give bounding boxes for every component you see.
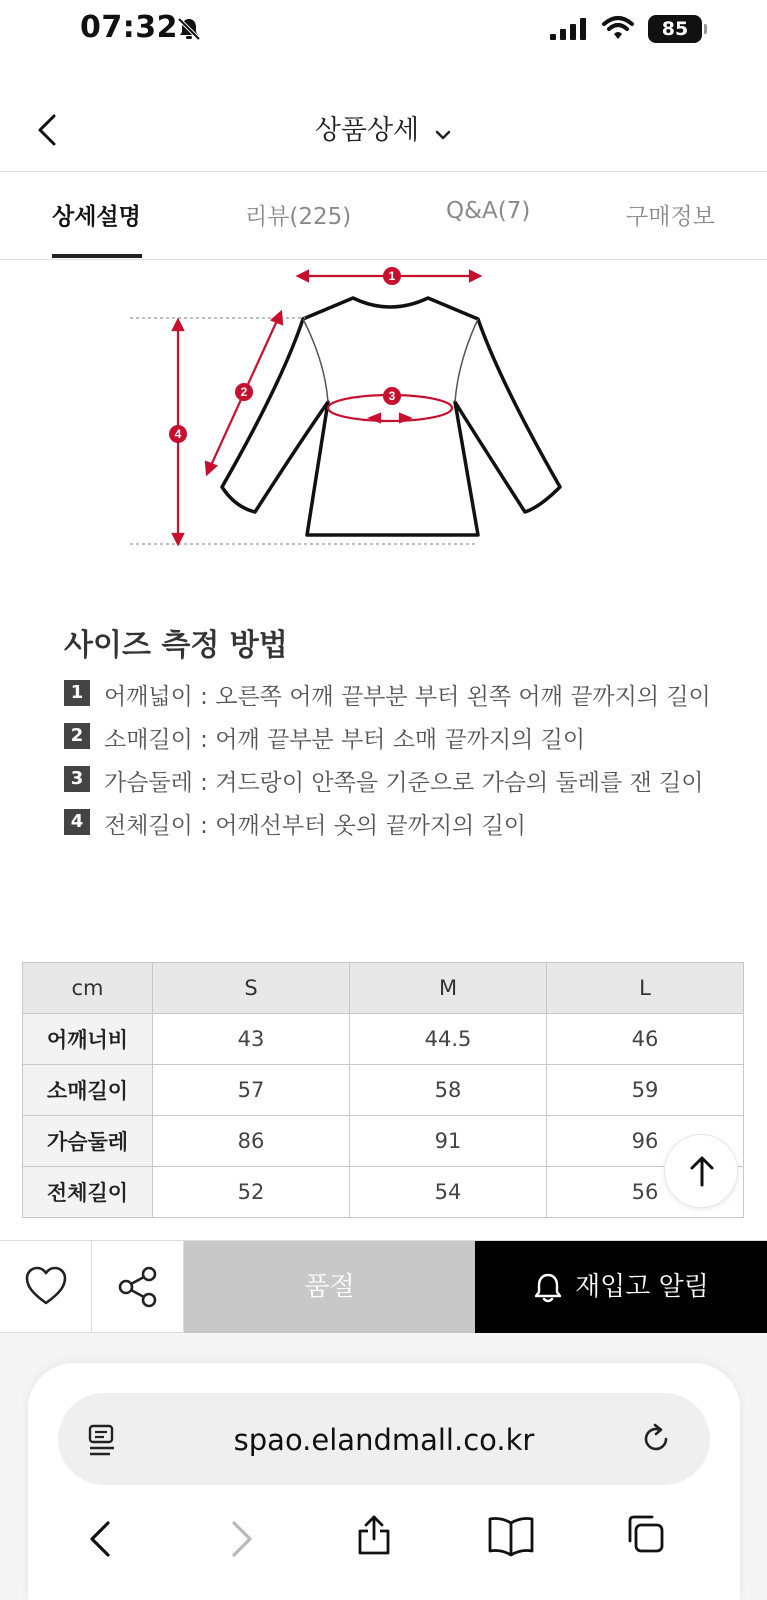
table-cell: 59	[547, 1065, 744, 1116]
browser-toolbar	[0, 1333, 767, 1600]
status-time: 07:32	[80, 10, 178, 45]
table-header-cell: S	[153, 963, 350, 1014]
table-cell: 52	[153, 1167, 350, 1218]
table-cell: 46	[547, 1014, 744, 1065]
table-cell: 96	[547, 1116, 744, 1167]
table-row	[23, 1014, 744, 1065]
table-cell: 58	[350, 1065, 547, 1116]
share-icon	[116, 1265, 160, 1309]
marker-2: 2	[240, 385, 248, 399]
tabs-icon[interactable]	[622, 1511, 668, 1557]
battery-indicator: 85	[648, 15, 702, 43]
table-row	[23, 1116, 744, 1167]
heart-icon	[24, 1265, 68, 1307]
tab-purchase-info[interactable]: 구매정보	[626, 204, 715, 230]
browser-panel	[28, 1363, 740, 1600]
method-number: 1	[64, 680, 90, 706]
address-bar[interactable]	[58, 1393, 710, 1485]
table-cell: 43	[153, 1014, 350, 1065]
tab-detail[interactable]: 상세설명	[52, 204, 141, 230]
share-button[interactable]	[92, 1241, 184, 1333]
browser-forward-icon[interactable]	[224, 1519, 258, 1559]
url-text: spao.elandmall.co.kr	[233, 1423, 535, 1457]
method-number: 3	[64, 766, 90, 792]
table-header-cell: cm	[23, 963, 153, 1014]
wifi-icon	[602, 14, 634, 42]
method-text: 어깨넓이 : 오른쪽 어깨 끝부분 부터 왼쪽 어깨 끝까지의 길이	[104, 684, 711, 710]
marker-4: 4	[174, 427, 182, 441]
method-text: 전체길이 : 어깨선부터 옷의 끝까지의 길이	[104, 813, 527, 839]
restock-alert-button[interactable]	[475, 1241, 767, 1333]
table-header-row	[23, 963, 744, 1014]
size-method-title: 사이즈 측정 방법	[64, 628, 288, 663]
table-cell: 56	[547, 1167, 744, 1218]
table-cell: 44.5	[350, 1014, 547, 1065]
active-tab-underline	[52, 254, 142, 258]
page-title: 상품상세	[314, 115, 420, 146]
tab-review[interactable]: 리뷰(225)	[245, 204, 352, 230]
chevron-down-icon	[434, 128, 452, 142]
header-title-dropdown[interactable]	[0, 108, 767, 147]
like-button[interactable]	[0, 1241, 92, 1333]
tab-qna[interactable]: Q&A(7)	[446, 198, 531, 224]
bell-icon	[533, 1272, 563, 1304]
product-tabs	[0, 172, 767, 260]
size-table	[22, 962, 744, 1218]
sweater-outline	[222, 298, 560, 535]
method-text: 소매길이 : 어깨 끝부분 부터 소매 끝까지의 길이	[104, 727, 586, 753]
browser-back-icon[interactable]	[84, 1519, 118, 1559]
table-cell: 54	[350, 1167, 547, 1218]
size-measurement-diagram	[0, 262, 767, 562]
page-header	[0, 90, 767, 172]
marker-1: 1	[388, 269, 396, 283]
table-cell: 91	[350, 1116, 547, 1167]
table-row-label: 전체길이	[23, 1167, 153, 1218]
table-header-cell: L	[547, 963, 744, 1014]
restock-alert-label: 재입고 알림	[575, 1272, 709, 1302]
method-text: 가슴둘레 : 겨드랑이 안쪽을 기준으로 가슴의 둘레를 잰 길이	[104, 770, 704, 796]
cellular-signal-icon	[550, 16, 590, 42]
arrow-up-icon	[687, 1155, 717, 1189]
table-cell: 57	[153, 1065, 350, 1116]
marker-3: 3	[388, 389, 396, 403]
table-cell: 86	[153, 1116, 350, 1167]
reload-icon[interactable]	[638, 1421, 674, 1457]
bottom-action-bar	[0, 1240, 767, 1333]
table-row-label: 어깨너비	[23, 1014, 153, 1065]
table-row	[23, 1167, 744, 1218]
method-number: 2	[64, 723, 90, 749]
status-bar	[0, 0, 767, 60]
table-row-label: 소매길이	[23, 1065, 153, 1116]
table-header-cell: M	[350, 963, 547, 1014]
method-number: 4	[64, 809, 90, 835]
bell-muted-icon	[176, 16, 202, 42]
soldout-button[interactable]: 품절	[184, 1241, 475, 1333]
bookmarks-icon[interactable]	[486, 1513, 536, 1557]
share-upload-icon[interactable]	[354, 1509, 394, 1557]
scroll-top-button[interactable]	[664, 1134, 738, 1208]
table-row-label: 가슴둘레	[23, 1116, 153, 1167]
table-row	[23, 1065, 744, 1116]
